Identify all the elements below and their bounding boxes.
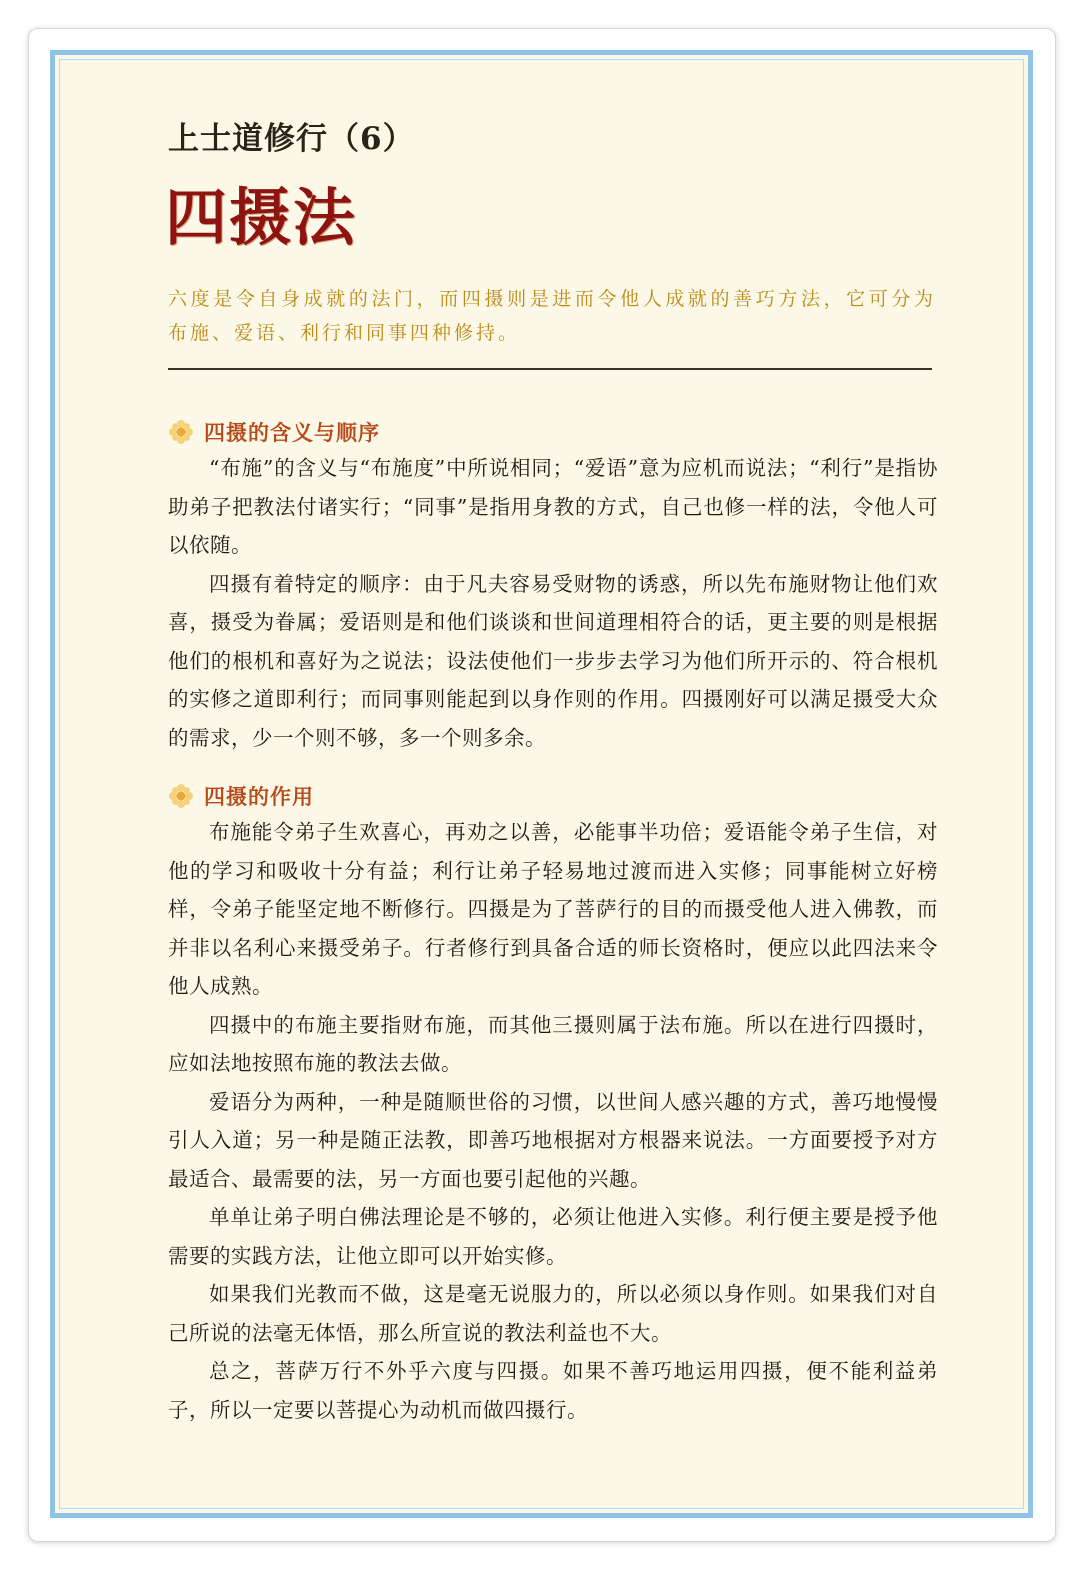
paragraph: 四摄有着特定的顺序：由于凡夫容易受财物的诱惑，所以先布施财物让他们欢喜，摄受为眷属；爱语则是和他们谈谈和世间道理相符合的话，更主要的则是根据他们的根机和喜好为之说法；设法使他们一步步去学习为他们所开示的、符合根机的实修之道即利行；而同事则能起到以身作则的作用。四摄刚好可以满足摄受大众的需求，少一个则不够，多一个则多余。 [168, 571, 938, 750]
intro-text: 六度是令自身成就的法门，而四摄则是进而令他人成就的善巧方法，它可分为布施、爱语、利行和同事四种修持。 [168, 288, 936, 344]
paragraph: “布施”的含义与“布施度”中所说相同；“爱语”意为应机而说法；“利行”是指协助弟子把教法付诸实行；“同事”是指用身教的方式，自己也修一样的法，令他人可以依随。 [168, 456, 938, 557]
paragraph: 爱语分为两种，一种是随顺世俗的习惯，以世间人感兴趣的方式，善巧地慢慢引人入道；另一种是随正法教，即善巧地根据对方根器来说法。一方面要授予对方最适合、最需要的法，另一方面也要引起他的兴趣。 [168, 1089, 938, 1191]
section-body-meaning-order [168, 449, 938, 757]
paragraph: 如果我们光教而不做，这是毫无说服力的，所以必须以身作则。如果我们对自己所说的法毫无体悟，那么所宣说的教法利益也不大。 [168, 1282, 938, 1345]
page-title: 四摄法 [165, 181, 358, 254]
lotus-flower-icon [168, 419, 194, 445]
paragraph: 四摄中的布施主要指财布施，而其他三摄则属于法布施。所以在进行四摄时，应如法地按照布施的教法去做。 [168, 1012, 938, 1075]
series-title: 上士道修行（6） [168, 121, 415, 157]
section-title: 四摄的含义与顺序 [204, 421, 380, 445]
section-heading-meaning-order [168, 417, 380, 447]
paragraph: 布施能令弟子生欢喜心，再劝之以善，必能事半功倍；爱语能令弟子生信，对他的学习和吸收十分有益；利行让弟子轻易地过渡而进入实修；同事能树立好榜样，令弟子能坚定地不断修行。四摄是为了菩萨行的目的而摄受他人进入佛教，而并非以名利心来摄受弟子。行者修行到具备合适的师长资格时，便应以此四法来令他人成熟。 [168, 820, 938, 998]
divider-line [168, 368, 932, 370]
section-title: 四摄的作用 [204, 785, 314, 809]
paragraph: 总之，菩萨万行不外乎六度与四摄。如果不善巧地运用四摄，便不能利益弟子，所以一定要以菩提心为动机而做四摄行。 [168, 1359, 938, 1422]
section-body-function [168, 813, 938, 1429]
section-heading-function [168, 781, 314, 811]
lotus-flower-icon [168, 783, 194, 809]
paragraph: 单单让弟子明白佛法理论是不够的，必须让他进入实修。利行便主要是授予他需要的实践方法，让他立即可以开始实修。 [168, 1205, 938, 1268]
